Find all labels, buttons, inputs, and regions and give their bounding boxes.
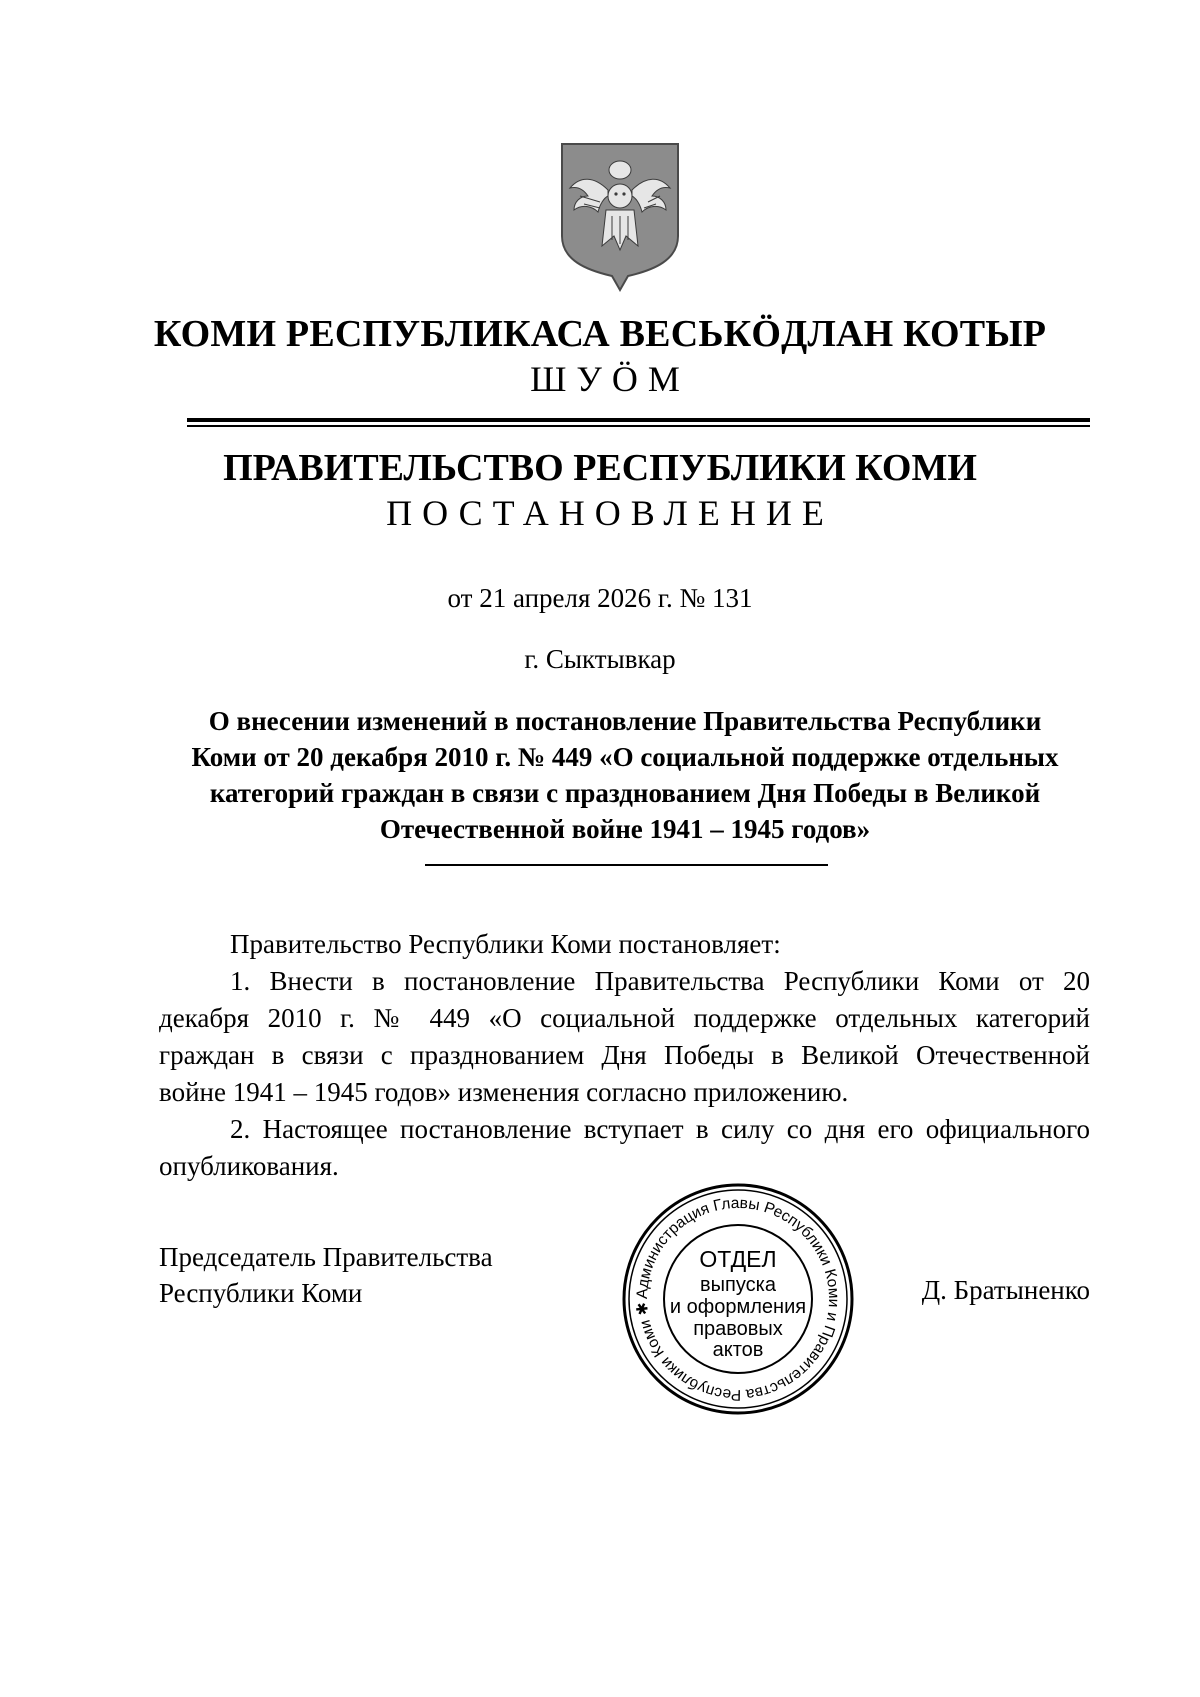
item-1-line: граждан в связи с празднованием Дня Победы в Великой Отечественной (159, 1040, 1090, 1070)
document-type: ПОСТАНОВЛЕНИЕ (386, 493, 834, 533)
komi-government-title: КОМИ РЕСПУБЛИКАСА ВЕСЬКӦДЛАН КОТЫР (153, 313, 1047, 355)
item-2-line: 2. Настоящее постановление вступает в силу со дня его официального (230, 1114, 1090, 1144)
government-title: ПРАВИТЕЛЬСТВО РЕСПУБЛИКИ КОМИ (223, 447, 977, 489)
item-1-line: войне 1941 – 1945 годов» изменения согласно приложению. (159, 1077, 849, 1107)
document-body (159, 926, 1090, 1185)
subject-line: Отечественной войне 1941 – 1945 годов» (379, 814, 871, 844)
document-subject (160, 703, 1090, 847)
subject-line: Коми от 20 декабря 2010 г. № 449 «О социальной поддержке отдельных (191, 742, 1059, 772)
stamp-center-line: и оформления (669, 1296, 807, 1318)
header-double-rule (187, 418, 1090, 428)
item-2-line: опубликования. (159, 1151, 339, 1181)
subject-line: категорий граждан в связи с празднованием Дня Победы в Великой (209, 778, 1041, 808)
komi-document-type: ШУӦМ (530, 359, 690, 399)
body-intro: Правительство Республики Коми постановляет: (230, 929, 781, 959)
document-city: г. Сыктывкар (524, 644, 676, 674)
stamp-center-line: выпуска (700, 1274, 776, 1296)
official-stamp (618, 1179, 858, 1419)
item-1-line: 1. Внести в постановление Правительства Республики Коми от 20 (230, 966, 1090, 996)
document-date-number: от 21 апреля 2026 г. № 131 (447, 583, 753, 613)
stamp-center-line: правовых (693, 1318, 783, 1340)
komi-coat-of-arms-icon (558, 140, 682, 292)
subject-underline (425, 864, 828, 866)
stamp-center-line: ОТДЕЛ (699, 1246, 777, 1272)
signatory-position (159, 1239, 493, 1311)
subject-line: О внесении изменений в постановление Правительства Республики (208, 706, 1042, 736)
item-1-line: декабря 2010 г. № 449 «О социальной поддержке отдельных категорий (159, 1003, 1090, 1033)
signatory-position-line: Председатель Правительства (159, 1242, 493, 1272)
signatory-name: Д. Братыненко (921, 1275, 1090, 1305)
signatory-position-line: Республики Коми (159, 1278, 363, 1308)
stamp-center-line: актов (712, 1339, 764, 1361)
stamp-ring-text: Администрация Главы Республики Коми и Правительства Республики Коми ✱ (633, 1194, 843, 1404)
